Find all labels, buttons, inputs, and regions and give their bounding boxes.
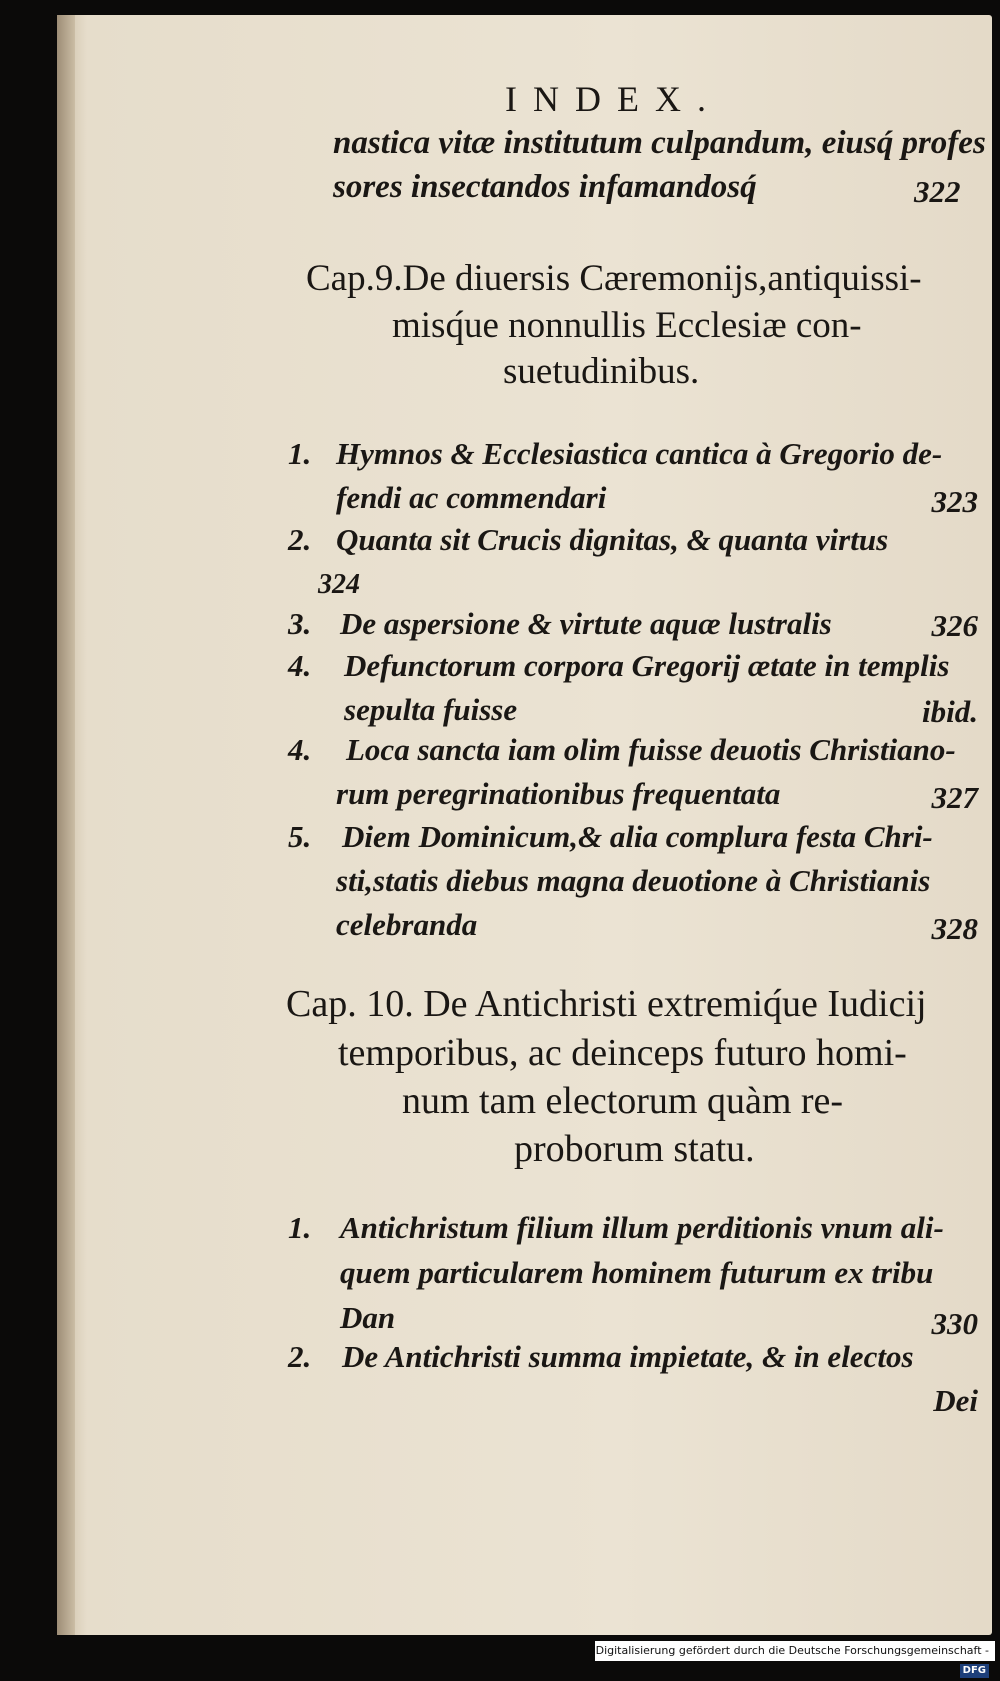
page-edge-shadow [57, 15, 75, 1635]
entry-page: ibid. [922, 694, 978, 729]
index-entry [288, 432, 978, 522]
continuation-line-2: sores insectandos infamandosq́ [333, 169, 757, 205]
entry-text: Hymnos & Ecclesiastica cantica à Gregorio de- [336, 436, 943, 471]
entry-page: 326 [931, 608, 978, 643]
index-entry [288, 815, 978, 950]
index-entry [288, 1335, 978, 1425]
dfg-logo-icon: DFG [960, 1664, 989, 1678]
entry-text: Defunctorum corpora Gregorij ætate in templis [344, 648, 950, 683]
entry-number: 2. [288, 522, 312, 557]
entry-text-continued: rum peregrinationibus frequentata [336, 776, 781, 811]
entry-number: 2. [288, 1339, 312, 1374]
entry-page: 327 [931, 780, 978, 815]
index-entry [288, 728, 978, 818]
index-entry [288, 644, 978, 734]
entry-page: 330 [931, 1306, 978, 1341]
entry-number: 1. [288, 436, 312, 471]
entry-text: Diem Dominicum,& alia complura festa Chri- [342, 819, 933, 854]
index-entry [288, 1206, 978, 1341]
entry-number: 4. [288, 648, 312, 683]
continuation-line-1: nastica vitæ institutum culpandum, eiusq́ profes [333, 125, 986, 161]
footer-text: Digitalisierung gefördert durch die Deutsche Forschungsgemeinschaft - [595, 1644, 989, 1657]
continuation-page: 322 [914, 174, 961, 209]
page-header: INDEX. [505, 79, 722, 119]
entry-text-continued: sti,statis diebus magna deuotione à Christianis [336, 863, 931, 898]
chapter10-heading-line-3: num tam electorum quàm re- [402, 1080, 844, 1122]
entry-text-continued: sepulta fuisse [344, 692, 518, 727]
entry-number: 4. [288, 732, 312, 767]
entry-catchword: Dei [933, 1383, 978, 1418]
entry-text-continued: 324 [318, 569, 360, 600]
entry-number: 1. [288, 1210, 312, 1245]
entry-text: Antichristum filium illum perditionis vnum ali- [340, 1210, 944, 1245]
index-entry [288, 602, 978, 647]
chapter10-heading-line-2: temporibus, ac deinceps futuro homi- [338, 1032, 907, 1074]
entry-text: De aspersione & virtute aquæ lustralis [340, 606, 832, 641]
entry-page: 328 [931, 911, 978, 946]
index-entry [288, 518, 978, 608]
entry-text: Quanta sit Crucis dignitas, & quanta virtus [336, 522, 889, 557]
chapter10-heading-line-1: Cap. 10. De Antichristi extremiq́ue Iudicij [286, 983, 927, 1025]
entry-number: 5. [288, 819, 312, 854]
entry-number: 3. [288, 606, 312, 641]
entry-text: De Antichristi summa impietate, & in electos [342, 1339, 914, 1374]
entry-text-continued: celebranda [336, 907, 478, 942]
entry-text-continued: quem particularem hominem futurum ex tribu [340, 1255, 934, 1290]
entry-page: 323 [931, 484, 978, 519]
chapter9-heading-line-2: misq́ue nonnullis Ecclesiæ con- [392, 305, 862, 346]
entry-text-continued: fendi ac commendari [336, 480, 607, 515]
chapter9-heading-line-1: Cap.9.De diuersis Cæremonijs,antiquissi- [306, 258, 922, 299]
chapter9-heading-line-3: suetudinibus. [503, 351, 700, 392]
digitization-footer [595, 1641, 995, 1676]
chapter10-heading-line-4: proborum statu. [514, 1128, 755, 1170]
entry-text-continued: Dan [340, 1300, 396, 1335]
entry-text: Loca sancta iam olim fuisse deuotis Christiano- [346, 732, 956, 767]
